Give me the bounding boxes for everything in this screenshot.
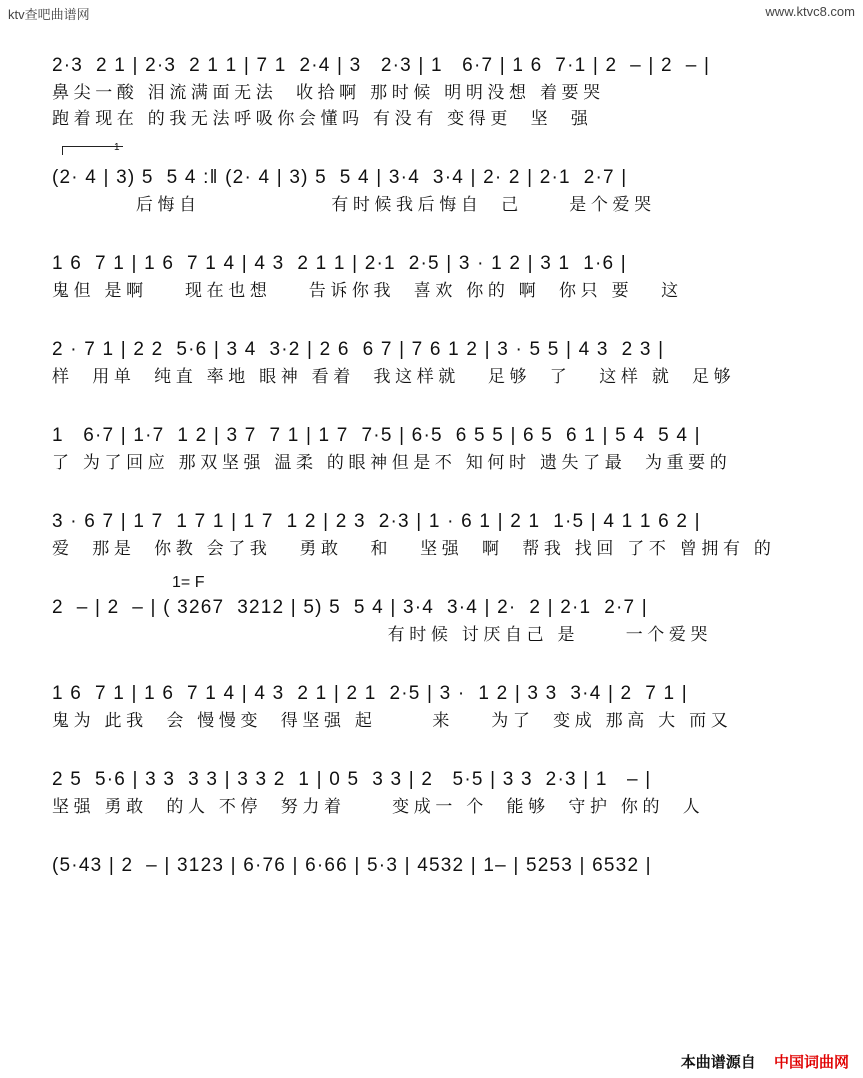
stave-6	[52, 508, 827, 594]
stave-7	[52, 574, 827, 680]
score-sheet	[52, 52, 827, 938]
stave-3-notes: 1 6 7 1 | 1 6 7 1 4 | 4 3 2 1 1 | 2·1 2·5 | 3 · 1 2 | 3 1 1·6 |	[52, 253, 627, 274]
stave-10	[52, 852, 827, 938]
source-site: 中国词曲网	[773, 1054, 849, 1071]
stave-5-notes: 1 6·7 | 1·7 1 2 | 3 7 7 1 | 1 7 7·5 | 6·5 6 5 5 | 6 5 6 1 | 5 4 5 4 |	[52, 425, 701, 446]
stave-4-notes: 2 · 7 1 | 2 2 5·6 | 3 4 3·2 | 2 6 6 7 | 7 6 1 2 | 3 · 5 5 | 4 3 2 3 |	[52, 339, 665, 360]
key-signature: 1= F	[172, 574, 205, 591]
stave-1-lyric-2: 跑着现在 的我无法呼吸你会懂吗 有没有 变得更 坚 强	[52, 109, 593, 128]
first-ending-number: 1	[114, 142, 120, 153]
stave-2	[52, 142, 827, 250]
stave-8-notes: 1 6 7 1 | 1 6 7 1 4 | 4 3 2 1 | 2 1 2·5 | 3 · 1 2 | 3 3 3·4 | 2 7 1 |	[52, 683, 688, 704]
stave-2-lyric: 后悔自 有时候我后悔自 己 是个爱哭	[52, 195, 656, 214]
stave-9-lyric: 坚强 勇敢 的人 不停 努力着 变成一 个 能够 守护 你的 人	[52, 797, 705, 816]
stave-8-lyric: 鬼为 此我 会 慢慢变 得坚强 起 来 为了 变成 那高 大 而又	[52, 711, 733, 730]
stave-7-notes: 2 – | 2 – | ( 3267 3212 | 5) 5 5 4 | 3·4 3·4 | 2· 2 | 2·1 2·7 |	[52, 597, 648, 618]
stave-8	[52, 680, 827, 766]
stave-6-lyric: 爱 那是 你教 会了我 勇敢 和 坚强 啊 帮我 找回 了不 曾拥有 的	[52, 539, 776, 558]
stave-2-notes: (2· 4 | 3) 5 5 4 :‖ (2· 4 | 3) 5 5 4 | 3·4 3·4 | 2· 2 | 2·1 2·7 |	[52, 167, 628, 188]
stave-9-notes: 2 5 5·6 | 3 3 3 3 | 3 3 2 1 | 0 5 3 3 | 2 5·5 | 3 3 2·3 | 1 – |	[52, 769, 652, 790]
source-label: 本曲谱源自	[680, 1054, 756, 1071]
stave-7-lyric: 有时候 讨厌自己 是 一个爱哭	[52, 625, 713, 644]
watermark-right: www.ktvc8.com	[765, 4, 855, 19]
source-footer	[681, 1051, 849, 1072]
stave-6-notes: 3 · 6 7 | 1 7 1 7 1 | 1 7 1 2 | 2 3 2·3 | 1 · 6 1 | 2 1 1·5 | 4 1 1 6 2 |	[52, 511, 701, 532]
stave-1-lyric-1: 鼻尖一酸 泪流满面无法 收拾啊 那时候 明明没想 着要哭	[52, 83, 605, 102]
stave-4	[52, 336, 827, 422]
stave-5	[52, 422, 827, 508]
stave-1-notes: 2·3 2 1 | 2·3 2 1 1 | 7 1 2·4 | 3 2·3 | 1 6·7 | 1 6 7·1 | 2 – | 2 – |	[52, 55, 711, 76]
stave-1	[52, 52, 827, 164]
stave-10-notes: (5·43 | 2 – | 3123 | 6·76 | 6·66 | 5·3 | 4532 | 1– | 5253 | 6532 |	[52, 855, 652, 876]
stave-3	[52, 250, 827, 336]
stave-5-lyric: 了 为了回应 那双坚强 温柔 的眼神但是不 知何时 遗失了最 为重要的	[52, 453, 732, 472]
stave-4-lyric: 样 用单 纯直 率地 眼神 看着 我这样就 足够 了 这样 就 足够	[52, 367, 736, 386]
watermark-left: ktv查吧曲谱网	[8, 7, 90, 22]
stave-3-lyric: 鬼但 是啊 现在也想 告诉你我 喜欢 你的 啊 你只 要 这	[52, 281, 683, 300]
stave-9	[52, 766, 827, 852]
